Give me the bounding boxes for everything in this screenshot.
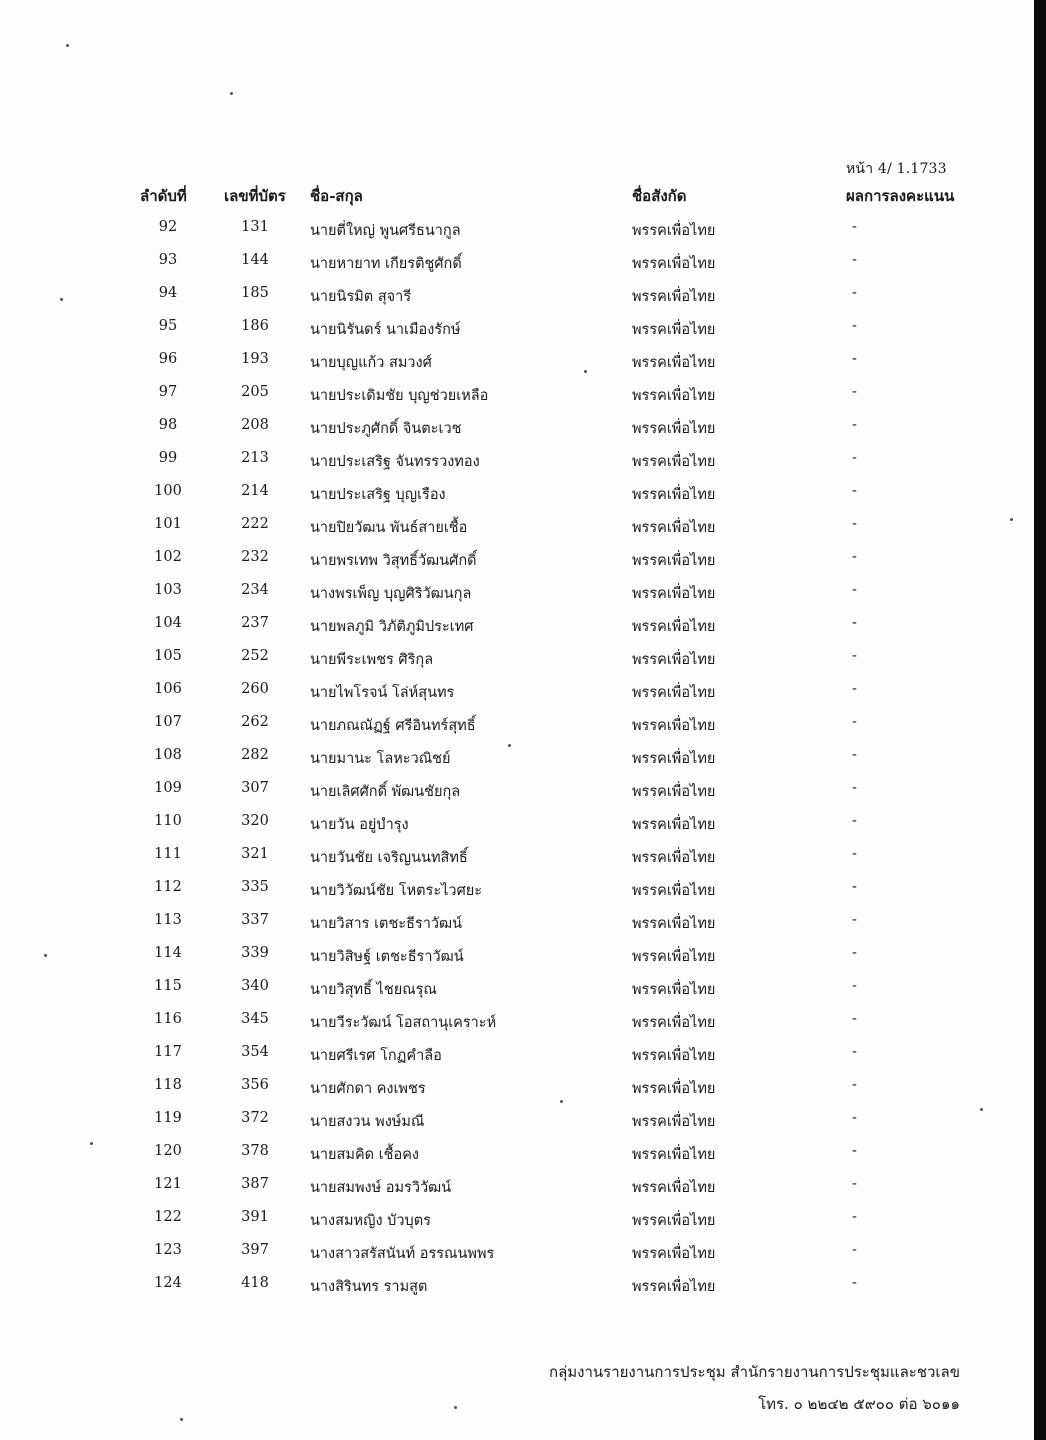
row-party: พรรคเพื่อไทย: [632, 1048, 716, 1064]
row-party: พรรคเพื่อไทย: [632, 256, 716, 272]
row-vote-result: -: [852, 384, 857, 400]
scan-speck: [508, 744, 511, 747]
row-name: นายสมพงษ์ อมรวิวัฒน์: [310, 1180, 452, 1196]
table-row: [0, 315, 1032, 348]
row-party: พรรคเพื่อไทย: [632, 586, 716, 602]
row-seq: 120: [154, 1143, 182, 1159]
table-row: [0, 1041, 1032, 1074]
row-seq: 109: [154, 780, 182, 796]
table-row: [0, 711, 1032, 744]
row-card-number: 234: [241, 582, 269, 598]
scan-speck: [230, 92, 233, 95]
row-name: นางสิรินทร รามสูต: [310, 1279, 428, 1295]
row-card-number: 193: [241, 351, 269, 367]
row-seq: 113: [154, 912, 182, 928]
table-body: [0, 216, 1032, 1305]
table-row: [0, 1239, 1032, 1272]
row-card-number: 214: [241, 483, 269, 499]
row-vote-result: -: [852, 417, 857, 433]
row-vote-result: -: [852, 846, 857, 862]
row-vote-result: -: [852, 1077, 857, 1093]
row-name: นายนิรันดร์ นาเมืองรักษ์: [310, 322, 461, 338]
row-seq: 101: [154, 516, 182, 532]
table-row: [0, 942, 1032, 975]
row-card-number: 260: [241, 681, 269, 697]
row-party: พรรคเพื่อไทย: [632, 817, 716, 833]
scan-speck: [60, 298, 63, 301]
table-header: [0, 184, 1032, 208]
row-party: พรรคเพื่อไทย: [632, 322, 716, 338]
row-seq: 110: [154, 813, 182, 829]
row-seq: 98: [158, 417, 178, 433]
scan-speck: [454, 1406, 457, 1409]
footer-phone: โทร. ๐ ๒๒๔๒ ๕๙๐๐ ต่อ ๖๐๑๑: [758, 1395, 960, 1413]
row-vote-result: -: [852, 582, 857, 598]
row-card-number: 131: [241, 219, 269, 235]
row-party: พรรคเพื่อไทย: [632, 355, 716, 371]
row-name: นายวีระวัฒน์ โอสถานุเคราะห์: [310, 1015, 497, 1031]
table-row: [0, 645, 1032, 678]
row-seq: 106: [154, 681, 182, 697]
row-name: นายวัน อยู่บำรุง: [310, 817, 409, 833]
row-party: พรรคเพื่อไทย: [632, 883, 716, 899]
row-name: นางพรเพ็ญ บุญศิริวัฒนกุล: [310, 586, 472, 602]
row-name: นายวิสาร เตชะธีราวัฒน์: [310, 916, 463, 932]
row-seq: 111: [154, 846, 182, 862]
row-party: พรรคเพื่อไทย: [632, 784, 716, 800]
row-vote-result: -: [852, 285, 857, 301]
table-row: [0, 414, 1032, 447]
row-vote-result: -: [852, 813, 857, 829]
scan-speck: [66, 44, 69, 47]
row-party: พรรคเพื่อไทย: [632, 850, 716, 866]
row-vote-result: -: [852, 780, 857, 796]
header-name: ชื่อ-สกุล: [310, 187, 363, 205]
row-party: พรรคเพื่อไทย: [632, 1279, 716, 1295]
page-number: หน้า 4/ 1.1733: [846, 161, 947, 177]
row-vote-result: -: [852, 549, 857, 565]
row-party: พรรคเพื่อไทย: [632, 289, 716, 305]
row-vote-result: -: [852, 1143, 857, 1159]
row-seq: 117: [154, 1044, 182, 1060]
row-card-number: 307: [241, 780, 269, 796]
row-card-number: 321: [241, 846, 269, 862]
row-party: พรรคเพื่อไทย: [632, 520, 716, 536]
row-party: พรรคเพื่อไทย: [632, 619, 716, 635]
row-seq: 112: [154, 879, 182, 895]
table-row: [0, 678, 1032, 711]
row-name: นายประเดิมชัย บุญช่วยเหลือ: [310, 388, 489, 404]
row-party: พรรคเพื่อไทย: [632, 982, 716, 998]
row-seq: 115: [154, 978, 182, 994]
row-name: นายวิสุทธิ์ ไชยณรุณ: [310, 982, 437, 998]
row-card-number: 372: [241, 1110, 269, 1126]
row-seq: 102: [154, 549, 182, 565]
table-row: [0, 579, 1032, 612]
row-card-number: 252: [241, 648, 269, 664]
row-name: นายพีระเพชร ศิริกุล: [310, 652, 434, 668]
row-party: พรรคเพื่อไทย: [632, 1015, 716, 1031]
row-seq: 105: [154, 648, 182, 664]
row-name: นายมานะ โลหะวณิชย์: [310, 751, 451, 767]
row-card-number: 237: [241, 615, 269, 631]
row-name: นายวิสิษฐ์ เตชะธีราวัฒน์: [310, 949, 464, 965]
scan-speck: [44, 954, 47, 957]
row-vote-result: -: [852, 648, 857, 664]
row-seq: 100: [154, 483, 182, 499]
row-party: พรรคเพื่อไทย: [632, 1114, 716, 1130]
row-name: นายเลิศศักดิ์ พัฒนชัยกุล: [310, 784, 461, 800]
row-party: พรรคเพื่อไทย: [632, 1180, 716, 1196]
row-seq: 103: [154, 582, 182, 598]
row-vote-result: -: [852, 1110, 857, 1126]
row-vote-result: -: [852, 615, 857, 631]
row-seq: 95: [158, 318, 178, 334]
table-row: [0, 876, 1032, 909]
scan-speck: [90, 1142, 93, 1145]
table-row: [0, 348, 1032, 381]
table-row: [0, 249, 1032, 282]
row-name: นายประภูศักดิ์ จินตะเวช: [310, 421, 462, 437]
row-name: นายศักดา คงเพชร: [310, 1081, 426, 1097]
scan-speck: [980, 1108, 983, 1111]
row-seq: 124: [154, 1275, 182, 1291]
row-name: นายพรเทพ วิสุทธิ์วัฒนศักดิ์: [310, 553, 477, 569]
table-row: [0, 447, 1032, 480]
row-vote-result: -: [852, 1044, 857, 1060]
row-vote-result: -: [852, 351, 857, 367]
row-card-number: 391: [241, 1209, 269, 1225]
row-party: พรรคเพื่อไทย: [632, 1213, 716, 1229]
table-row: [0, 1206, 1032, 1239]
row-party: พรรคเพื่อไทย: [632, 1147, 716, 1163]
row-seq: 118: [154, 1077, 182, 1093]
table-row: [0, 1074, 1032, 1107]
row-card-number: 387: [241, 1176, 269, 1192]
row-party: พรรคเพื่อไทย: [632, 916, 716, 932]
row-name: นายสงวน พงษ์มณี: [310, 1114, 425, 1130]
row-card-number: 337: [241, 912, 269, 928]
row-name: นายประเสริฐ บุญเรือง: [310, 487, 446, 503]
row-card-number: 205: [241, 384, 269, 400]
table-row: [0, 1173, 1032, 1206]
row-party: พรรคเพื่อไทย: [632, 454, 716, 470]
row-card-number: 418: [241, 1275, 269, 1291]
row-name: นายบุญแก้ว สมวงศ์: [310, 355, 432, 371]
table-row: [0, 1140, 1032, 1173]
row-vote-result: -: [852, 945, 857, 961]
row-card-number: 356: [241, 1077, 269, 1093]
row-card-number: 144: [241, 252, 269, 268]
row-party: พรรคเพื่อไทย: [632, 1081, 716, 1097]
table-row: [0, 1272, 1032, 1305]
row-seq: 121: [154, 1176, 182, 1192]
table-row: [0, 909, 1032, 942]
row-seq: 123: [154, 1242, 182, 1258]
table-row: [0, 744, 1032, 777]
row-name: นายศรีเรศ โกฏคำลือ: [310, 1048, 442, 1064]
row-name: นายประเสริฐ จันทรรวงทอง: [310, 454, 480, 470]
row-party: พรรคเพื่อไทย: [632, 223, 716, 239]
row-seq: 116: [154, 1011, 182, 1027]
row-vote-result: -: [852, 879, 857, 895]
row-party: พรรคเพื่อไทย: [632, 718, 716, 734]
row-card-number: 354: [241, 1044, 269, 1060]
header-seq: ลำดับที่: [140, 187, 187, 205]
row-name: นายปิยวัฒน พันธ์สายเชื้อ: [310, 520, 468, 536]
table-row: [0, 612, 1032, 645]
scan-speck: [584, 370, 587, 373]
row-vote-result: -: [852, 1011, 857, 1027]
table-row: [0, 975, 1032, 1008]
row-name: นางสาวสรัสนันท์ อรรณนพพร: [310, 1246, 495, 1262]
row-card-number: 320: [241, 813, 269, 829]
row-vote-result: -: [852, 318, 857, 334]
scan-speck: [180, 1418, 183, 1421]
row-vote-result: -: [852, 747, 857, 763]
row-vote-result: -: [852, 252, 857, 268]
table-row: [0, 216, 1032, 249]
footer-department: กลุ่มงานรายงานการประชุม สำนักรายงานการประชุมและชวเลข: [548, 1363, 960, 1381]
table-row: [0, 843, 1032, 876]
row-seq: 94: [158, 285, 178, 301]
row-card-number: 213: [241, 450, 269, 466]
row-seq: 93: [158, 252, 178, 268]
row-party: พรรคเพื่อไทย: [632, 421, 716, 437]
row-party: พรรคเพื่อไทย: [632, 1246, 716, 1262]
row-party: พรรคเพื่อไทย: [632, 388, 716, 404]
row-vote-result: -: [852, 219, 857, 235]
row-card-number: 222: [241, 516, 269, 532]
table-row: [0, 480, 1032, 513]
row-name: นายวันชัย เจริญนนทสิทธิ์: [310, 850, 468, 866]
table-row: [0, 1107, 1032, 1140]
row-vote-result: -: [852, 450, 857, 466]
row-card-number: 397: [241, 1242, 269, 1258]
row-party: พรรคเพื่อไทย: [632, 685, 716, 701]
row-name: นายวิวัฒน์ชัย โหตระไวศยะ: [310, 883, 483, 899]
row-card-number: 345: [241, 1011, 269, 1027]
row-name: นายภณณัฏฐ์ ศรีอินทร์สุทธิ์: [310, 718, 476, 734]
row-seq: 104: [154, 615, 182, 631]
row-card-number: 186: [241, 318, 269, 334]
table-row: [0, 282, 1032, 315]
row-vote-result: -: [852, 1209, 857, 1225]
row-vote-result: -: [852, 1242, 857, 1258]
table-row: [0, 1008, 1032, 1041]
row-vote-result: -: [852, 978, 857, 994]
row-name: นายพลภูมิ วิภัติภูมิประเทศ: [310, 619, 474, 635]
row-card-number: 185: [241, 285, 269, 301]
row-card-number: 339: [241, 945, 269, 961]
row-name: นายหายาท เกียรติชูศักดิ์: [310, 256, 462, 272]
row-card-number: 208: [241, 417, 269, 433]
row-card-number: 378: [241, 1143, 269, 1159]
row-seq: 99: [158, 450, 178, 466]
row-party: พรรคเพื่อไทย: [632, 949, 716, 965]
row-party: พรรคเพื่อไทย: [632, 553, 716, 569]
row-seq: 108: [154, 747, 182, 763]
row-card-number: 282: [241, 747, 269, 763]
table-row: [0, 513, 1032, 546]
row-card-number: 262: [241, 714, 269, 730]
table-row: [0, 810, 1032, 843]
row-vote-result: -: [852, 516, 857, 532]
row-seq: 96: [158, 351, 178, 367]
row-card-number: 335: [241, 879, 269, 895]
row-name: นายไพโรจน์ โล่ห์สุนทร: [310, 685, 455, 701]
row-seq: 114: [154, 945, 182, 961]
row-name: นายนิรมิต สุจารี: [310, 289, 412, 305]
table-row: [0, 546, 1032, 579]
header-card-number: เลขที่บัตร: [224, 187, 286, 205]
row-name: นางสมหญิง บัวบุตร: [310, 1213, 431, 1229]
row-vote-result: -: [852, 1275, 857, 1291]
row-name: นายตี่ใหญ่ พูนศรีธนากูล: [310, 223, 461, 239]
row-vote-result: -: [852, 681, 857, 697]
scan-border: [1034, 0, 1046, 1440]
row-party: พรรคเพื่อไทย: [632, 487, 716, 503]
row-name: นายสมคิด เชื้อคง: [310, 1147, 419, 1163]
row-vote-result: -: [852, 912, 857, 928]
row-seq: 107: [154, 714, 182, 730]
row-card-number: 340: [241, 978, 269, 994]
row-vote-result: -: [852, 1176, 857, 1192]
row-seq: 92: [158, 219, 178, 235]
scan-speck: [560, 1100, 563, 1103]
row-seq: 97: [158, 384, 178, 400]
row-party: พรรคเพื่อไทย: [632, 652, 716, 668]
row-vote-result: -: [852, 714, 857, 730]
table-row: [0, 381, 1032, 414]
header-vote-result: ผลการลงคะแนน: [846, 187, 955, 205]
table-row: [0, 777, 1032, 810]
row-seq: 119: [154, 1110, 182, 1126]
header-party: ชื่อสังกัด: [632, 187, 687, 205]
row-vote-result: -: [852, 483, 857, 499]
row-card-number: 232: [241, 549, 269, 565]
row-party: พรรคเพื่อไทย: [632, 751, 716, 767]
scan-speck: [1010, 518, 1013, 521]
row-seq: 122: [154, 1209, 182, 1225]
